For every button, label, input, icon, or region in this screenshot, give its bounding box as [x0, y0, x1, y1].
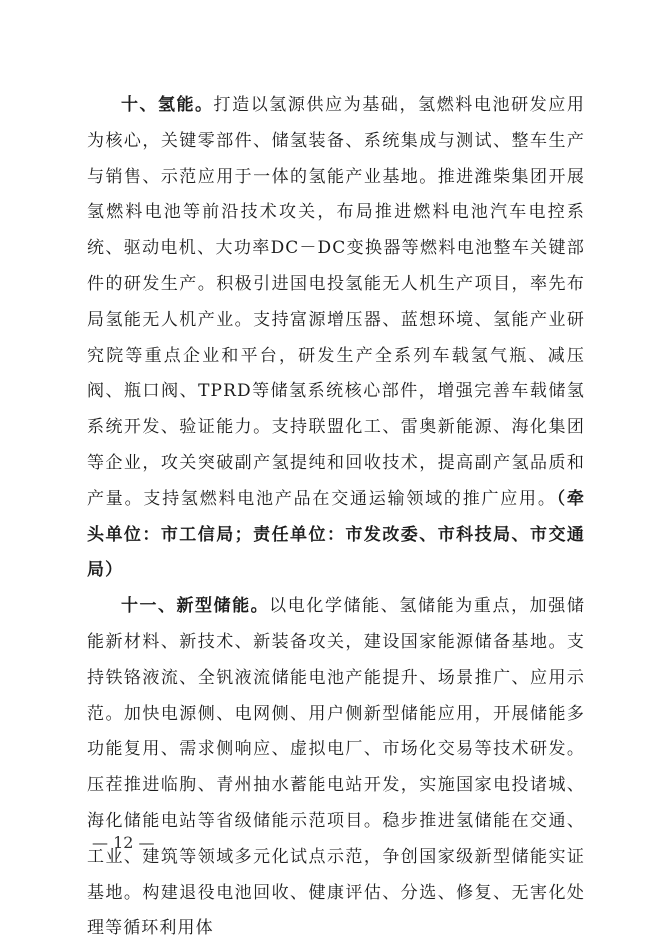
paragraph-hydrogen-energy [87, 88, 585, 589]
paragraph-body-hydrogen: 打造以氢源供应为基础，氢燃料电池研发应用为核心，关键零部件、储氢装备、系统集成与测试、整车生产与销售、示范应用于一体的氢能产业基地。推进潍柴集团开展氢燃料电池等前沿技术攻关，布局推进燃料电池汽车电控系统、驱动电机、大功率DC－DC变换器等燃料电池整车关键部件的研发生产。积极引进国电投氢能无人机生产项目，率先布局氢能无人机产业。支持富源增压器、蓝想环境、氢能产业研究院等重点企业和平台，研发生产全系列车载氢气瓶、减压阀、瓶口阀、TPRD等储氢系统核心部件，增强完善车载储氢系统开发、验证能力。支持联盟化工、雷奥新能源、海化集团等企业，攻关突破副产氢提纯和回收技术，提高副产氢品质和产量。支持氢燃料电池产品在交通运输领域的推广应用。 [87, 95, 585, 509]
responsibility-note-hydrogen: （牵头单位：市工信局；责任单位：市发改委、市科技局、市交通局） [87, 488, 586, 581]
paragraph-new-energy-storage [87, 589, 585, 947]
section-heading-hydrogen: 十、氢能。 [121, 95, 214, 115]
section-heading-energy-storage: 十一、新型储能。 [121, 596, 270, 617]
page-number: — 12 — [92, 833, 155, 852]
paragraph-body-energy-storage: 以电化学储能、氢储能为重点，加强储能新材料、新技术、新装备攻关，建设国家能源储备基地。支持铁铬液流、全钒液流储能电池产能提升、场景推广、应用示范。加快电源侧、电网侧、用户侧新型储能应用，开展储能多功能复用、需求侧响应、虚拟电厂、市场化交易等技术研发。压茬推进临朐、青州抽水蓄能电站开发，实施国家电投诸城、海化储能电站等省级储能示范项目。稳步推进氢储能在交通、工业、建筑等领域多元化试点示范，争创国家级新型储能实证基地。构建退役电池回收、健康评估、分选、修复、无害化处理等循环利用体 [87, 596, 586, 939]
document-body [87, 88, 585, 947]
